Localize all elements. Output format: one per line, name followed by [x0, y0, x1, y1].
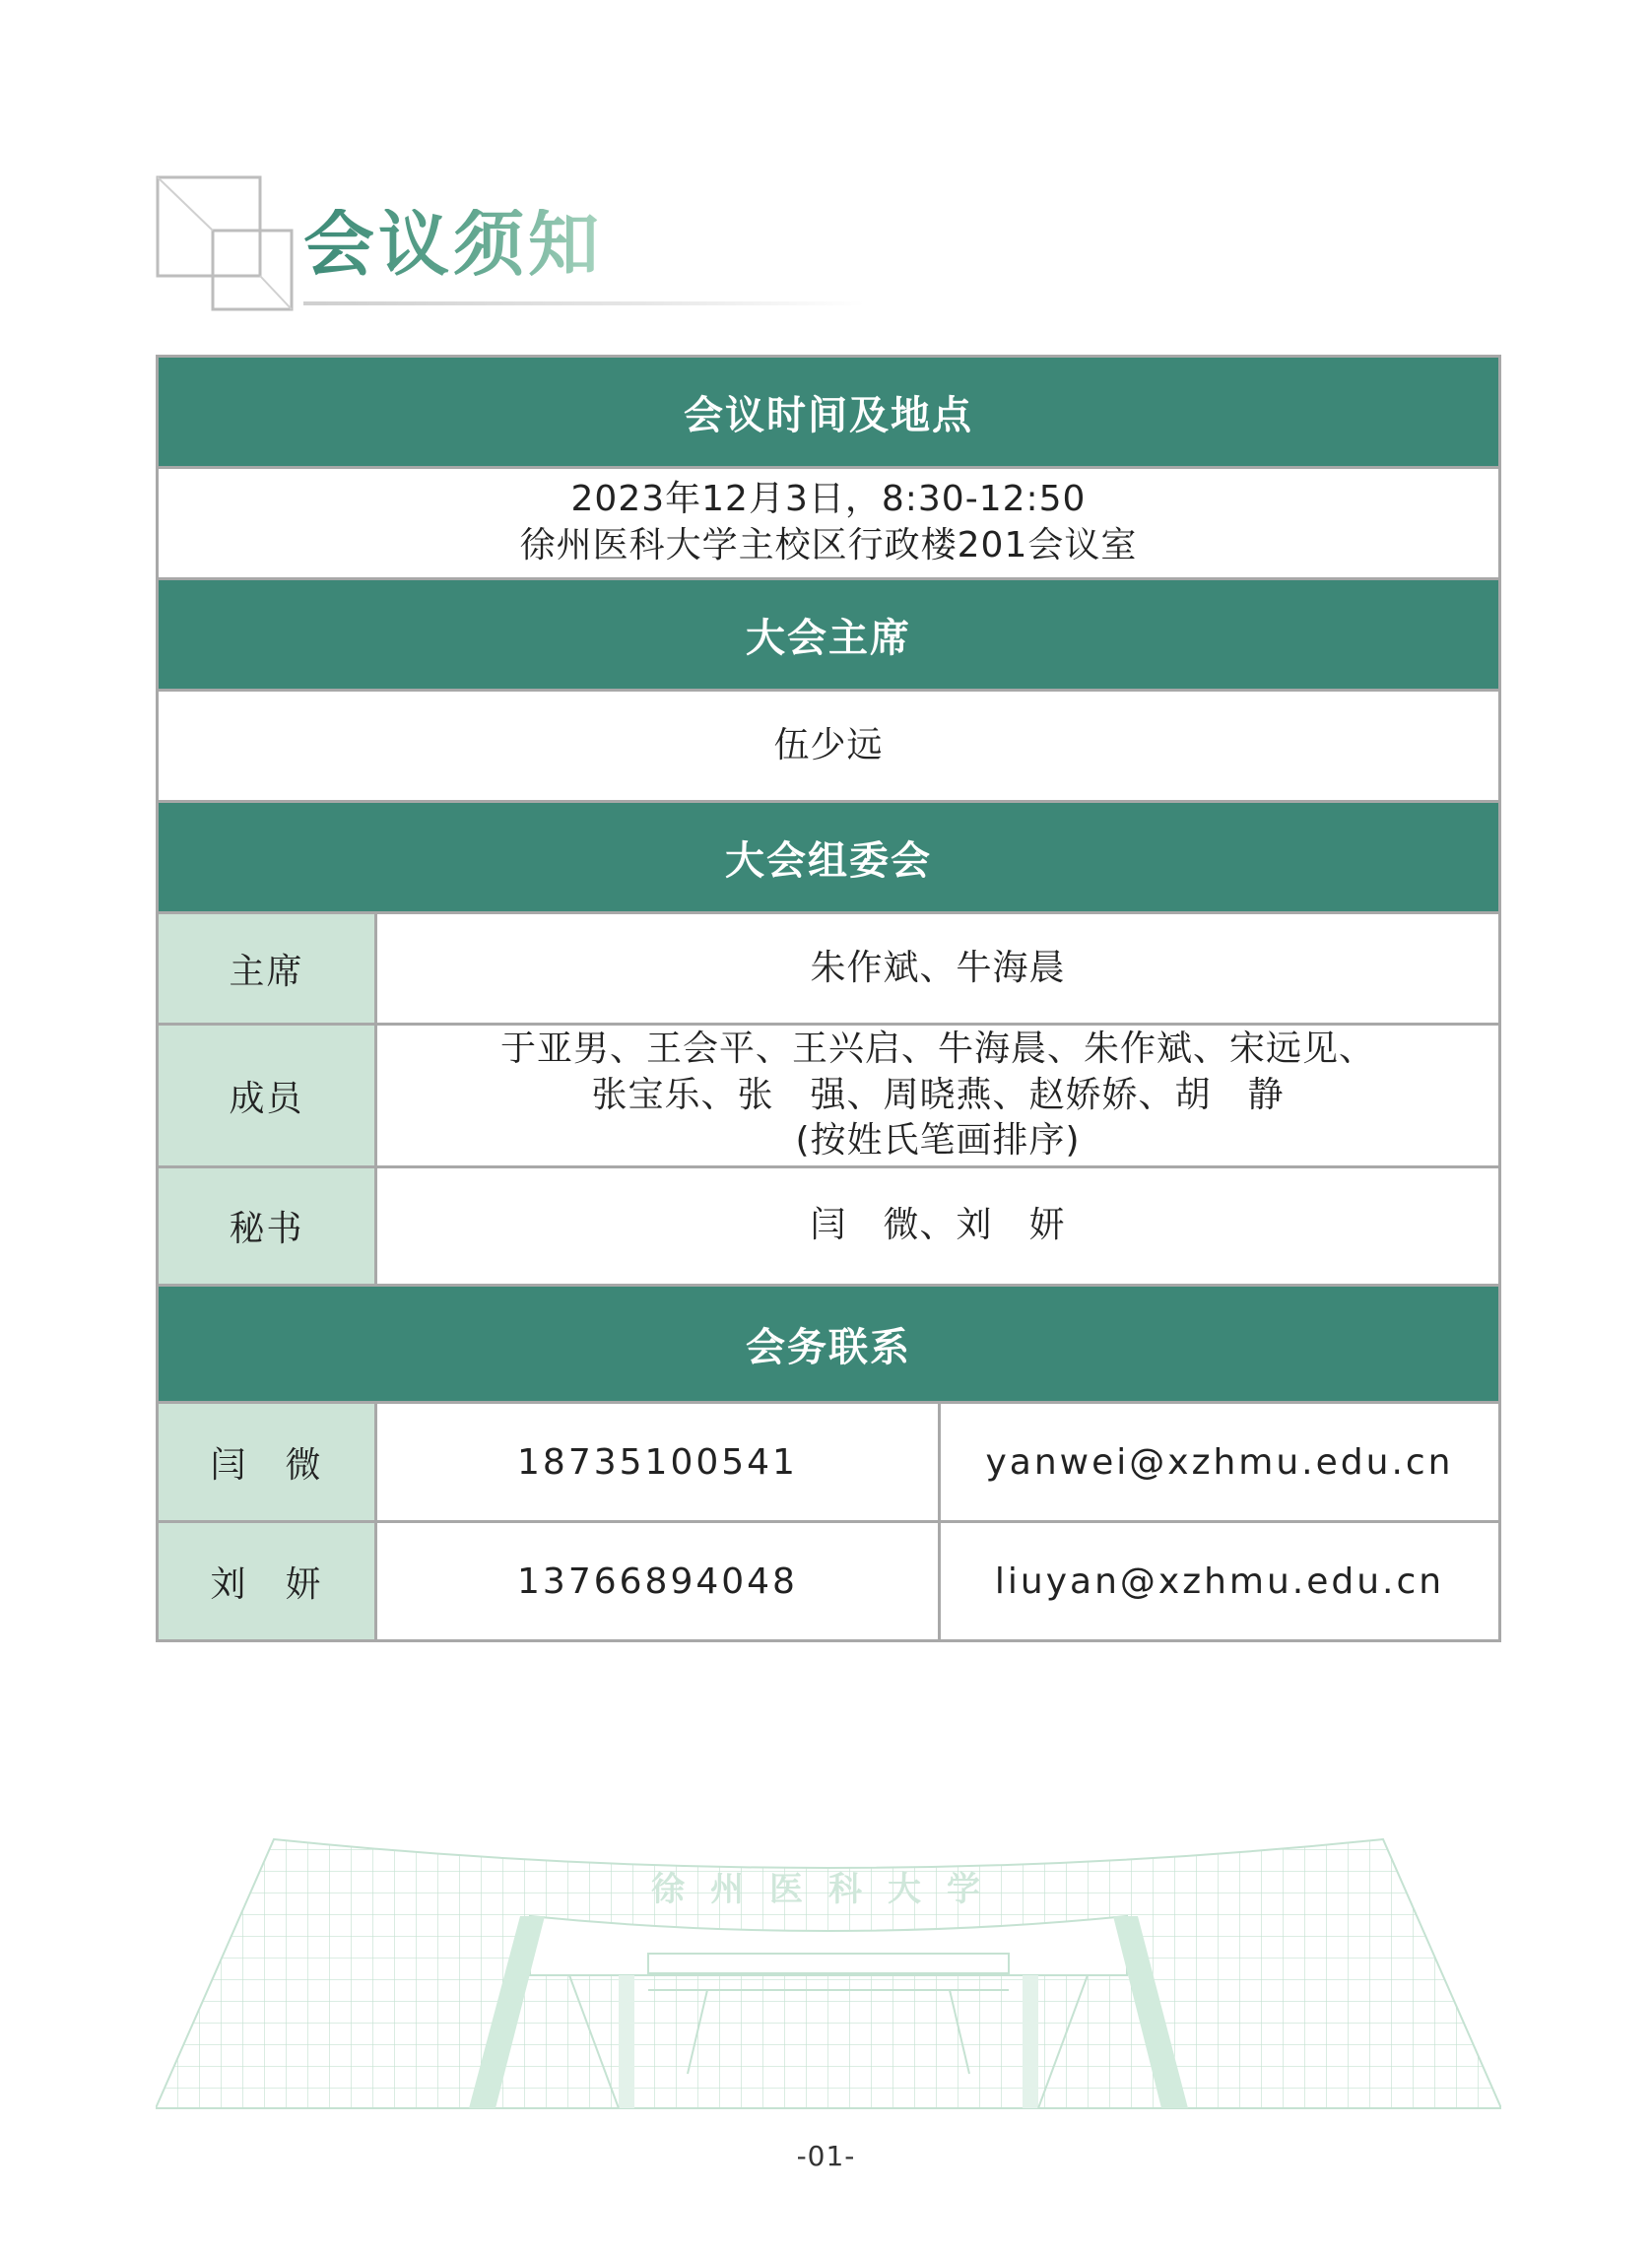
contact-phone: 18735100541 [377, 1404, 941, 1520]
title-underline [303, 301, 865, 305]
section-head-committee: 大会组委会 [159, 803, 1498, 914]
meeting-info-table [156, 355, 1501, 1642]
committee-label: 主席 [159, 914, 377, 1023]
committee-row-chair [159, 914, 1498, 1026]
contact-row [159, 1523, 1498, 1639]
contact-name: 刘 妍 [159, 1523, 377, 1639]
committee-value [377, 1168, 1498, 1284]
committee-value [377, 914, 1498, 1023]
meeting-location: 徐州医科大学主校区行政楼201会议室 [519, 525, 1138, 565]
committee-line: 闫 微、刘 妍 [810, 1205, 1066, 1246]
contact-email: liuyan@xzhmu.edu.cn [994, 1561, 1445, 1602]
contact-name: 闫 微 [159, 1404, 377, 1520]
chair-name: 伍少远 [773, 724, 884, 765]
committee-label: 秘书 [159, 1168, 377, 1284]
page-title: 会议须知 [303, 203, 604, 286]
header-square-decoration-icon [156, 175, 294, 313]
campus-gate-illustration [156, 1827, 1501, 2113]
contact-email: yanwei@xzhmu.edu.cn [985, 1441, 1454, 1483]
contact-row [159, 1404, 1498, 1523]
page-number: -01- [796, 2140, 856, 2172]
section-body-chair [159, 692, 1498, 803]
contact-phone: 13766894048 [377, 1523, 941, 1639]
committee-row-secretary [159, 1168, 1498, 1287]
committee-line: 于亚男、王会平、王兴启、牛海晨、朱作斌、宋远见、 [499, 1028, 1375, 1069]
page-header [156, 175, 865, 323]
committee-row-members [159, 1026, 1498, 1168]
section-head-contact: 会务联系 [159, 1287, 1498, 1404]
section-head-meeting: 会议时间及地点 [159, 358, 1498, 469]
committee-line: (按姓氏笔画排序) [795, 1120, 1081, 1162]
committee-label: 成员 [159, 1026, 377, 1165]
meeting-datetime: 2023年12月3日，8:30-12:50 [570, 479, 1087, 520]
committee-value [377, 1026, 1498, 1165]
section-body-meeting [159, 469, 1498, 580]
section-head-chair: 大会主席 [159, 580, 1498, 692]
committee-line: 张宝乐、张 强、周晓燕、赵娇娇、胡 静 [591, 1074, 1285, 1115]
committee-line: 朱作斌、牛海晨 [810, 947, 1066, 988]
gate-sign-text: 徐州医科大学 [651, 1870, 1006, 1909]
